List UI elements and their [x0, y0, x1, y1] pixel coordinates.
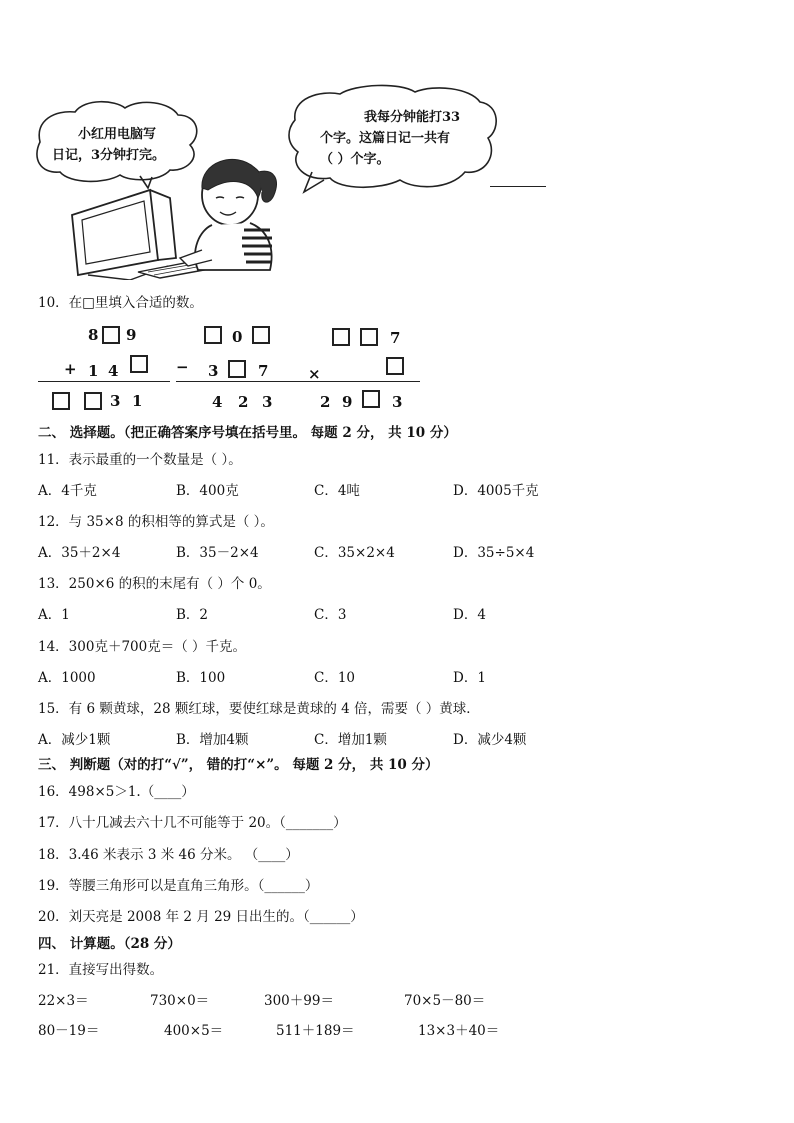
add-digit: 4: [108, 362, 119, 380]
q11-option-d[interactable]: D．4005千克: [453, 483, 539, 499]
q12-option-c[interactable]: C．35×2×4: [314, 545, 395, 561]
mul-operator: ×: [308, 365, 321, 383]
section-3-heading: 三、 判断题（对的打“√”， 错的打“×”。 每题 2 分， 共 10 分）: [38, 757, 439, 773]
q16-text[interactable]: 16．498×5＞1.（____）: [38, 784, 195, 800]
mul-digit: 3: [392, 393, 403, 411]
q12-option-d[interactable]: D．35÷5×4: [453, 545, 535, 561]
section-2-heading: 二、 选择题。（把正确答案序号填在括号里。 每题 2 分， 共 10 分）: [38, 425, 457, 441]
mul-rule: [300, 381, 420, 382]
calc-item: 730×0＝: [150, 993, 210, 1009]
add-digit: 3: [110, 392, 121, 410]
right-bubble-line-1: 我每分钟能打33: [364, 110, 461, 125]
right-bubble-line-3: （ ）个字。: [320, 152, 390, 167]
sub-digit: 7: [258, 362, 269, 380]
sub-digit: 2: [238, 393, 249, 411]
q17-text[interactable]: 17．八十几减去六十几不可能等于 20。（_______）: [38, 815, 347, 831]
section-4-heading: 四、 计算题。（28 分）: [38, 936, 181, 952]
sub-digit: 3: [262, 393, 273, 411]
sub-digit: 4: [212, 393, 223, 411]
left-bubble-line-1: 小红用电脑写: [78, 127, 157, 142]
answer-box[interactable]: [228, 360, 246, 378]
q15-text: 15．有 6 颗黄球，28 颗红球，要使红球是黄球的 4 倍，需要（ ）黄球．: [38, 701, 480, 717]
sub-digit: 0: [232, 328, 243, 346]
q11-text: 11．表示最重的一个数量是（ ）。: [38, 452, 242, 468]
q11-option-a[interactable]: A．4千克: [38, 483, 97, 499]
q12-option-a[interactable]: A．35＋2×4: [38, 545, 121, 561]
mul-digit: 7: [390, 329, 401, 347]
q11-option-c[interactable]: C．4吨: [314, 483, 360, 499]
q14-option-c[interactable]: C．10: [314, 670, 356, 686]
answer-box[interactable]: [204, 326, 222, 344]
q13-option-d[interactable]: D．4: [453, 607, 486, 623]
left-bubble-line-2: 日记，3分钟打完。: [52, 148, 166, 163]
q12-option-b[interactable]: B．35－2×4: [176, 545, 259, 561]
calc-item: 22×3＝: [38, 993, 89, 1009]
q20-text[interactable]: 20．刘天亮是 2008 年 2 月 29 日出生的。（______）: [38, 909, 364, 925]
add-rule: [38, 381, 170, 382]
answer-box[interactable]: [362, 390, 380, 408]
q14-option-b[interactable]: B．100: [176, 670, 226, 686]
answer-box[interactable]: [130, 355, 148, 373]
q15-option-a[interactable]: A．减少1颗: [38, 732, 111, 748]
add-digit: 9: [126, 326, 137, 344]
calc-item: 511＋189＝: [276, 1023, 355, 1039]
answer-box[interactable]: [332, 328, 350, 346]
q11-option-b[interactable]: B．400克: [176, 483, 239, 499]
q15-option-d[interactable]: D．减少4颗: [453, 732, 527, 748]
q13-option-a[interactable]: A．1: [38, 607, 70, 623]
illustration: [30, 80, 550, 280]
answer-box[interactable]: [84, 392, 102, 410]
calc-item: 13×3＋40＝: [418, 1023, 500, 1039]
q10-prompt: 10．在□里填入合适的数。: [38, 295, 203, 311]
q13-option-c[interactable]: C．3: [314, 607, 347, 623]
q14-option-a[interactable]: A．1000: [38, 670, 96, 686]
answer-box[interactable]: [102, 326, 120, 344]
answer-box[interactable]: [360, 328, 378, 346]
mul-digit: 9: [342, 393, 353, 411]
calc-item: 300＋99＝: [264, 993, 334, 1009]
answer-blank-line[interactable]: [490, 186, 546, 187]
q18-text[interactable]: 18．3.46 米表示 3 米 46 分米。 （____）: [38, 847, 299, 863]
q15-option-b[interactable]: B．增加4颗: [176, 732, 249, 748]
add-digit: 8: [88, 326, 99, 344]
sub-operator: −: [176, 358, 189, 376]
answer-box[interactable]: [252, 326, 270, 344]
q13-option-b[interactable]: B．2: [176, 607, 209, 623]
add-operator: +: [64, 360, 77, 378]
q21-text: 21．直接写出得数。: [38, 962, 164, 978]
calc-item: 80－19＝: [38, 1023, 100, 1039]
q19-text[interactable]: 19．等腰三角形可以是直角三角形。（______）: [38, 878, 319, 894]
sub-rule: [176, 381, 300, 382]
q15-option-c[interactable]: C．增加1颗: [314, 732, 387, 748]
illustration-drawing: [30, 80, 550, 280]
calc-item: 400×5＝: [164, 1023, 224, 1039]
answer-box[interactable]: [52, 392, 70, 410]
add-digit: 1: [88, 362, 99, 380]
add-digit: 1: [132, 392, 143, 410]
calc-item: 70×5－80＝: [404, 993, 486, 1009]
sub-digit: 3: [208, 362, 219, 380]
mul-digit: 2: [320, 393, 331, 411]
q14-option-d[interactable]: D．1: [453, 670, 486, 686]
q14-text: 14．300克＋700克＝（ ）千克。: [38, 639, 247, 655]
right-bubble-line-2: 个字。这篇日记一共有: [320, 131, 451, 146]
q12-text: 12．与 35×8 的积相等的算式是（ ）。: [38, 514, 274, 530]
q13-text: 13．250×6 的积的末尾有（ ）个 0。: [38, 576, 271, 592]
answer-box[interactable]: [386, 357, 404, 375]
